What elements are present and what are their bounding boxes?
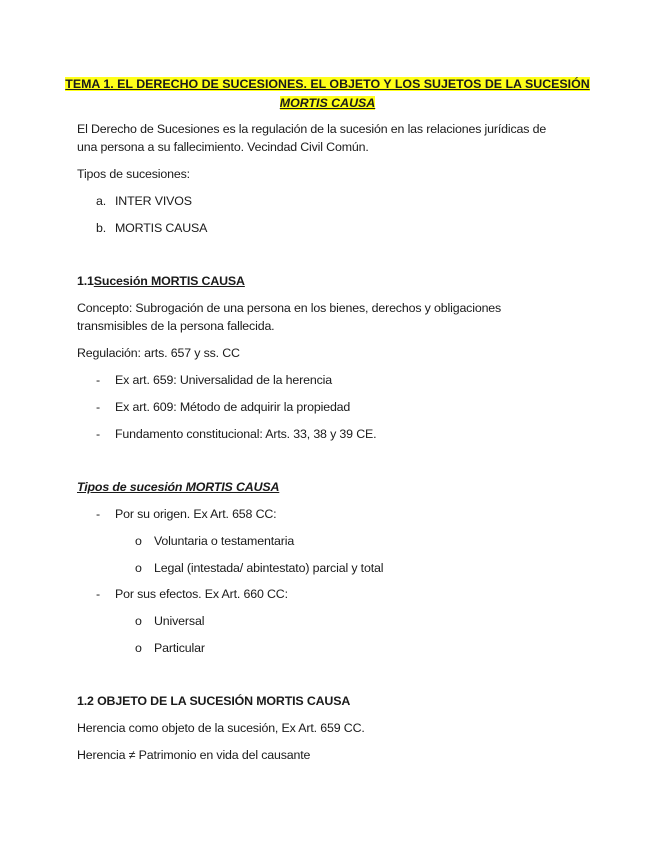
section-number: 1.1 [77,274,94,288]
list-marker: b. [96,221,107,235]
sub-bullet-item: Particular [154,641,205,655]
section-1-1-heading [77,274,245,288]
sub-bullet-marker: o [135,561,142,575]
objeto-line-1: Herencia como objeto de la sucesión, Ex Art. 659 CC. [77,721,365,735]
intro-line-1: El Derecho de Sucesiones es la regulación de la sucesión en las relaciones jurídicas de [77,122,547,136]
bullet-marker: - [96,400,100,414]
bullet-marker: - [96,507,100,521]
bullet-item: Ex art. 609: Método de adquirir la propiedad [115,400,351,414]
document-title [0,75,655,113]
title-line-2: MORTIS CAUSA [279,96,376,110]
list-marker: a. [96,194,107,208]
concepto-line-1: Concepto: Subrogación de una persona en los bienes, derechos y obligaciones [77,301,502,315]
tipos-mortis-causa-heading: Tipos de sucesión MORTIS CAUSA [77,480,280,494]
concepto-line-2: transmisibles de la persona fallecida. [77,319,275,333]
section-title: Sucesión MORTIS CAUSA [93,274,245,288]
bullet-item: Por su origen. Ex Art. 658 CC: [115,507,277,521]
sub-bullet-marker: o [135,534,142,548]
sub-bullet-item: Voluntaria o testamentaria [154,534,295,548]
list-item: INTER VIVOS [115,194,192,208]
tipos-sucesiones-label: Tipos de sucesiones: [77,167,190,181]
objeto-line-2: Herencia ≠ Patrimonio en vida del causante [77,748,311,762]
list-item: MORTIS CAUSA [115,221,208,235]
bullet-item: Fundamento constitucional: Arts. 33, 38 y 39 CE. [115,427,377,441]
bullet-marker: - [96,587,100,601]
bullet-marker: - [96,427,100,441]
regulacion-text: Regulación: arts. 657 y ss. CC [77,346,240,360]
title-line-1: TEMA 1. EL DERECHO DE SUCESIONES. EL OBJETO Y LOS SUJETOS DE LA SUCESIÓN [65,77,590,91]
bullet-item: Por sus efectos. Ex Art. 660 CC: [115,587,288,601]
sub-bullet-marker: o [135,641,142,655]
sub-bullet-item: Universal [154,614,205,628]
section-1-2-heading: 1.2 OBJETO DE LA SUCESIÓN MORTIS CAUSA [77,694,351,708]
bullet-item: Ex art. 659: Universalidad de la herencia [115,373,333,387]
sub-bullet-item: Legal (intestada/ abintestato) parcial y total [154,561,384,575]
bullet-marker: - [96,373,100,387]
intro-line-2: una persona a su fallecimiento. Vecindad Civil Común. [77,140,369,154]
sub-bullet-marker: o [135,614,142,628]
